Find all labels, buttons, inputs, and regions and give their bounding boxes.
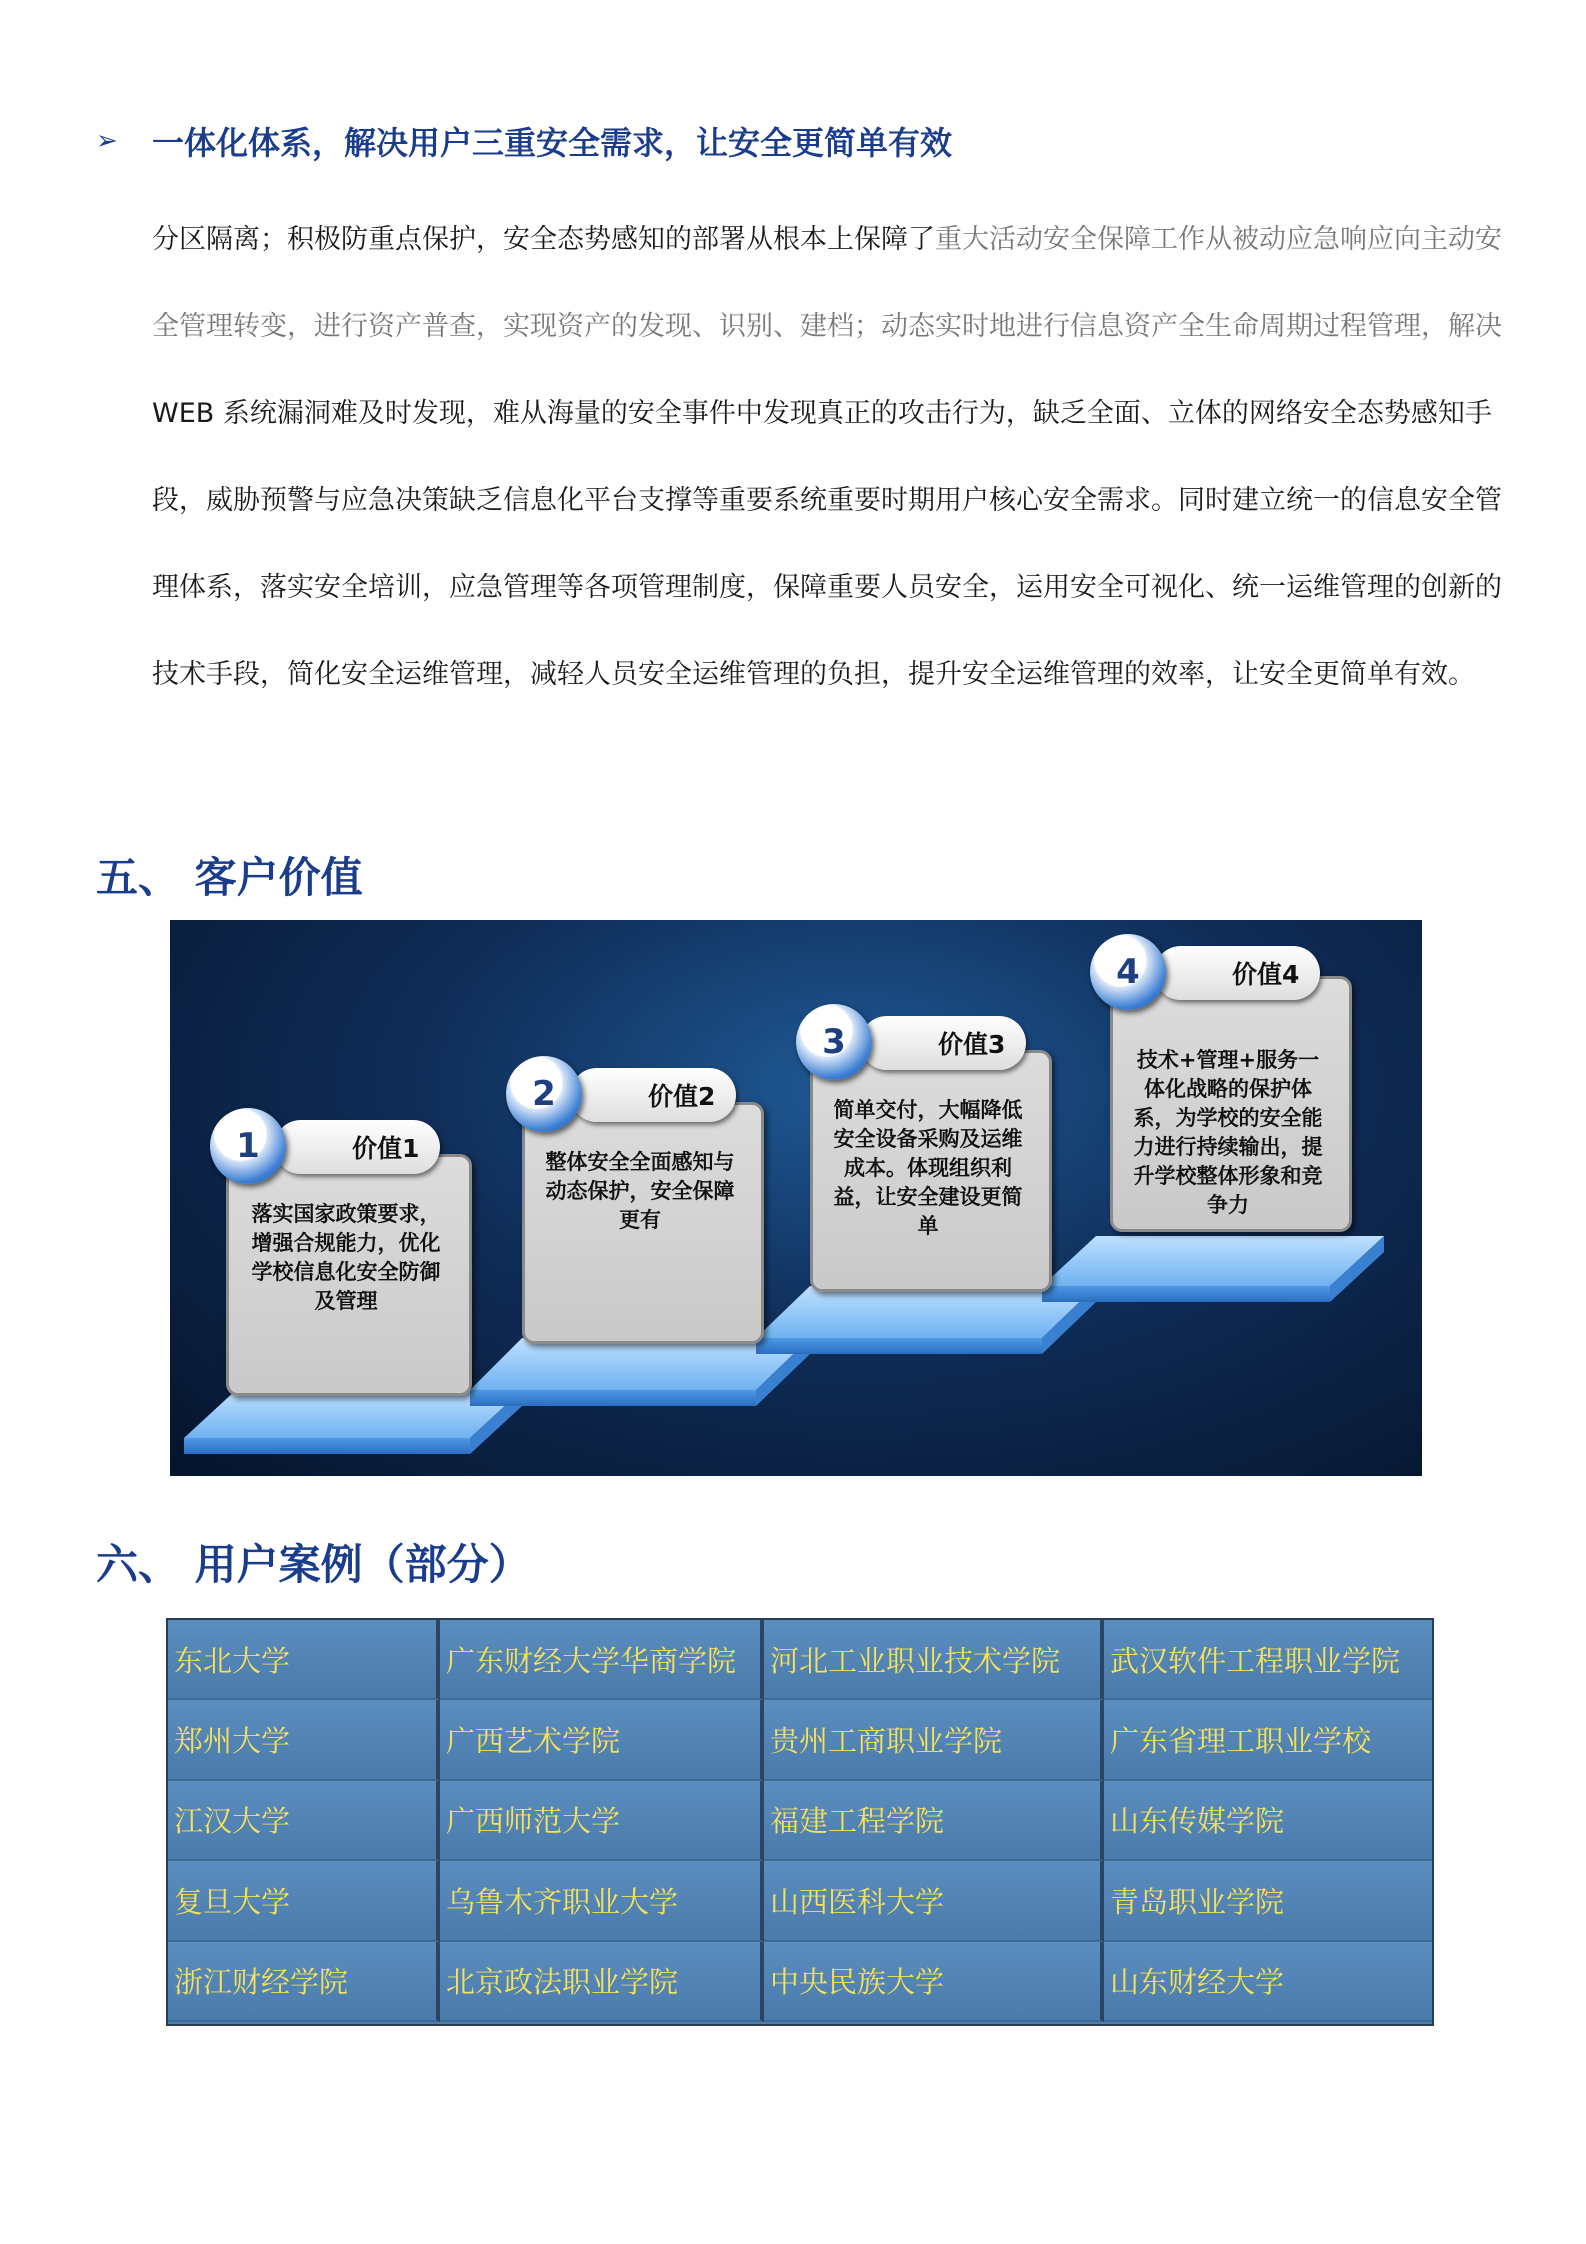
bullet-heading bbox=[96, 118, 952, 164]
number-badge-3: 3 bbox=[796, 1004, 872, 1080]
case-cell: 贵州工商职业学院 bbox=[764, 1700, 1104, 1780]
value-card-3-text: 简单交付，大幅降低安全设备采购及运维成本。体现组织利益，让安全建设更简单 bbox=[833, 1098, 1023, 1238]
case-cell: 山东传媒学院 bbox=[1104, 1781, 1432, 1861]
value-card-1-text: 落实国家政策要求，增强合规能力，优化学校信息化安全防御及管理 bbox=[251, 1202, 441, 1313]
number-badge-2: 2 bbox=[506, 1056, 582, 1132]
value-label-4: 价值4 bbox=[1154, 946, 1320, 1000]
case-cell: 北京政法职业学院 bbox=[440, 1942, 764, 2022]
case-cell: 广西师范大学 bbox=[440, 1781, 764, 1861]
case-cell: 乌鲁木齐职业大学 bbox=[440, 1861, 764, 1941]
value-label-2: 价值2 bbox=[570, 1068, 736, 1122]
arrow-bullet-icon: ➢ bbox=[96, 126, 118, 156]
bullet-heading-text: 一体化体系，解决用户三重安全需求，让安全更简单有效 bbox=[152, 124, 953, 162]
value-label-3: 价值3 bbox=[860, 1016, 1026, 1070]
case-cell: 郑州大学 bbox=[168, 1700, 440, 1780]
section-title-user-cases: 六、 用户案例（部分） bbox=[96, 1540, 531, 1589]
number-badge-1: 1 bbox=[210, 1108, 286, 1184]
case-cell: 广东财经大学华商学院 bbox=[440, 1620, 764, 1700]
step-4 bbox=[1042, 1236, 1384, 1302]
case-cell: 山西医科大学 bbox=[764, 1861, 1104, 1941]
paragraph-part-a: 分区隔离；积极防重点保护，安全态势感知的部署从根本上保障了 bbox=[152, 224, 935, 255]
value-card-4-text: 技术+管理+服务一体化战略的保护体系，为学校的安全能力进行持续输出，提升学校整体形象和竞争力 bbox=[1133, 1048, 1323, 1217]
case-cell: 山东财经大学 bbox=[1104, 1942, 1432, 2022]
case-cell: 浙江财经学院 bbox=[168, 1942, 440, 2022]
user-cases-table bbox=[166, 1618, 1434, 2026]
case-cell: 青岛职业学院 bbox=[1104, 1861, 1432, 1941]
value-card-2-text: 整体安全全面感知与动态保护，安全保障更有 bbox=[545, 1150, 735, 1232]
case-cell: 中央民族大学 bbox=[764, 1942, 1104, 2022]
case-cell: 河北工业职业技术学院 bbox=[764, 1620, 1104, 1700]
number-badge-4: 4 bbox=[1090, 934, 1166, 1010]
paragraph-part-c: WEB 系统漏洞难及时发现，难从海量的安全事件中发现真正的攻击行为，缺乏全面、立体的网络安全态势感知手段，威胁预警与应急决策缺乏信息化平台支撑等重要系统重要时期用户核心安全需求。同时建立统一的信息安全管理体系，落实安全培训，应急管理等各项管理制度，保障重要人员安全，运用安全可视化、统一运维管理的创新的技术手段，简化安全运维管理，减轻人员安全运维管理的负担，提升安全运维管理的效率，让安全更简单有效。 bbox=[152, 398, 1502, 690]
case-cell: 复旦大学 bbox=[168, 1861, 440, 1941]
body-paragraph bbox=[152, 196, 1512, 718]
case-cell: 广西艺术学院 bbox=[440, 1700, 764, 1780]
case-cell: 武汉软件工程职业学院 bbox=[1104, 1620, 1432, 1700]
case-cell: 福建工程学院 bbox=[764, 1781, 1104, 1861]
case-cell: 广东省理工职业学校 bbox=[1104, 1700, 1432, 1780]
case-cell: 江汉大学 bbox=[168, 1781, 440, 1861]
value-label-1: 价值1 bbox=[274, 1120, 440, 1174]
value-staircase-diagram bbox=[170, 920, 1422, 1476]
paragraph-part-b: 重大活动安全保障工作从被动应急响应向主动安全管理转变，进行资产普查，实现资产的发现、识别、建档；动态实时地进行信息资产全生命周期过程管理，解决 bbox=[152, 224, 1502, 342]
section-title-customer-value: 五、 客户价值 bbox=[96, 853, 363, 902]
case-cell: 东北大学 bbox=[168, 1620, 440, 1700]
